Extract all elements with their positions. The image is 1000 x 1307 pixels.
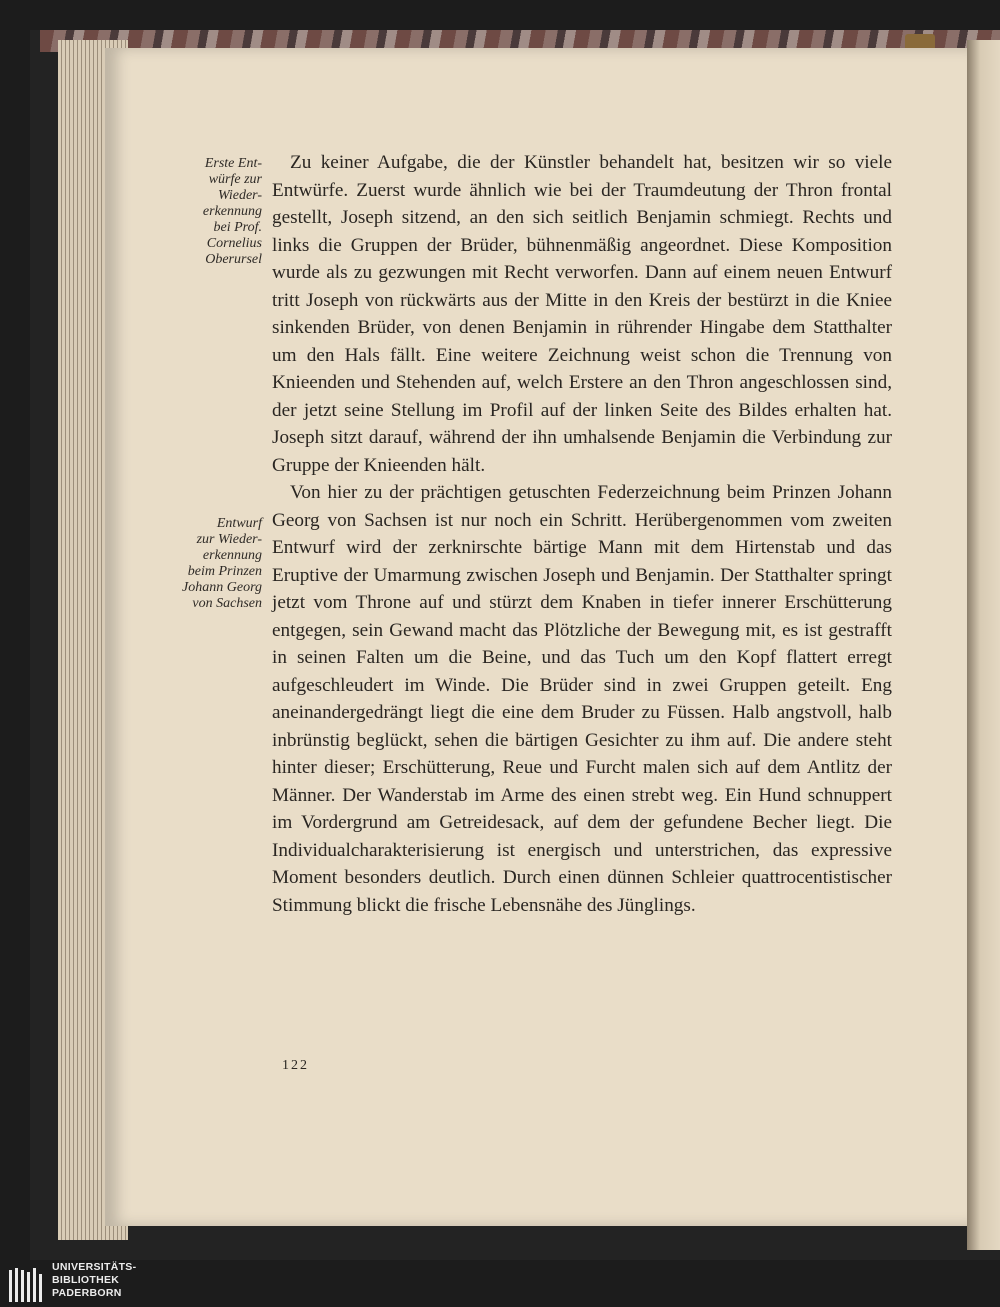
page-number: 122 (282, 1058, 309, 1073)
margin-note-1: Erste Ent- würfe zur Wieder- erkennung bei Prof. Cornelius Oberursel (202, 156, 262, 267)
library-name-line-3: PADERBORN (52, 1287, 122, 1299)
library-name-line-1: UNIVERSITÄTS- (52, 1261, 137, 1273)
library-footer (0, 1260, 1000, 1307)
library-name (52, 1261, 136, 1300)
paragraph-2: Von hier zu der prächtigen getuschten Federzeichnung beim Prinzen Johann Georg von Sachsen ist nur noch ein Schritt. Herübergenommen vom zweiten Entwurf wird der zerknirschte bärtige Mann mit dem Hirtenstab und das Eruptive der Umarmung zwischen Joseph und Benjamin. Der Statthalter springt jetzt vom Throne auf und stürzt dem Knaben in tiefer innerer Erschütterung entgegen, sein Gewand macht das Plötzliche der Bewegung mit, es ist gestrafft in seinen Falten um die Beine, und das Tuch um den Kopf flattert erregt aufgeschleudert im Winde. Die Brüder sind in zwei Gruppen geteilt. Eng aneinandergedrängt liegt die eine dem Bruder zu Füssen. Halb angstvoll, halb inbrünstig beglückt, sehen die bärtigen Gesichter zu ihm auf. Die andere steht hinter dieser; Erschütterung, Reue und Furcht malen sich auf dem Antlitz der Männer. Der Wanderstab im Arme des einen strebt weg. Ein Hund schnuppert im Vordergrund am Getreidesack, auf dem der gefundene Becher liegt. Die Individualcharakterisierung ist energisch und unterstrichen, das expressive Moment besonders deutlich. Durch einen dünnen Schleier quattrocentistischer Stimmung blickt die frische Lebensnähe des Jünglings. (272, 482, 892, 916)
margin-note-2: Entwurf zur Wieder- erkennung beim Prinzen Johann Georg von Sachsen (182, 516, 262, 611)
library-name-line-2: BIBLIOTHEK (52, 1274, 120, 1286)
library-logo-icon (6, 1264, 46, 1304)
body-text (272, 149, 892, 919)
next-page-edge (967, 40, 1000, 1250)
paragraph-1: Zu keiner Aufgabe, die der Künstler behandelt hat, besitzen wir so viele Entwürfe. Zuerst wurde ähnlich wie bei der Traumdeutung der Thron frontal gestellt, Joseph sitzend, an den sich seitlich Benjamin schmiegt. Rechts und links die Gruppen der Brüder, bühnenmäßig angeordnet. Diese Komposition wurde als zu gezwungen mit Recht verworfen. Dann auf einem neuen Entwurf tritt Joseph von rückwärts aus der Mitte in den Kreis der bestürzt in die Kniee sinkenden Brüder, von denen Benjamin in rührender Hingabe dem Statthalter um den Hals fällt. Eine weitere Zeichnung weist schon die Trennung von Knieenden und Stehenden auf, welch Erstere an den Thron angeschlossen sind, der jetzt seine Stellung im Profil auf der linken Seite des Bildes erhalten hat. Joseph sitzt darauf, während der ihn umhalsende Benjamin die Verbindung zur Gruppe der Knieenden hält. (272, 152, 892, 476)
